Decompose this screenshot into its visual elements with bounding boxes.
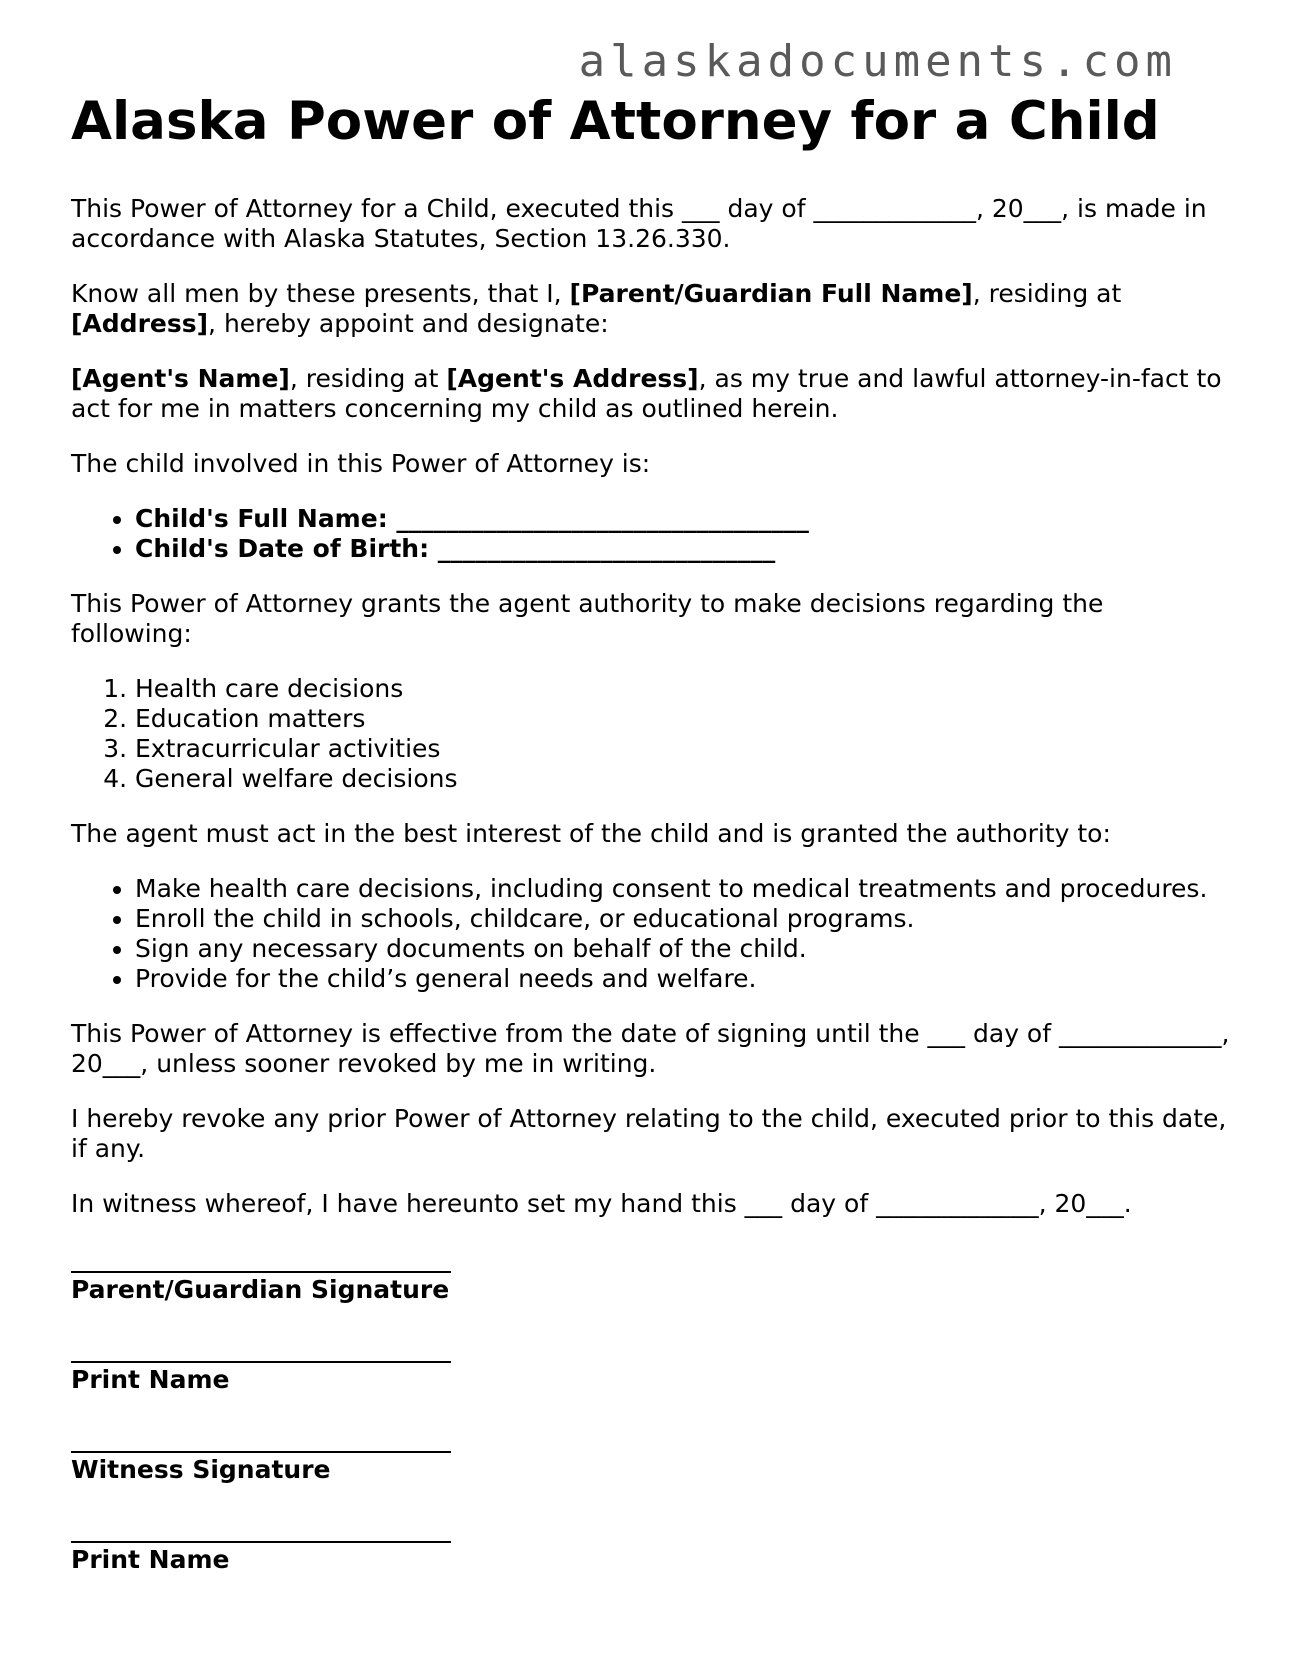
agent-paragraph <box>71 364 1231 424</box>
witness-clause: In witness whereof, I have hereunto set my hand this ___ day of _____________, 20___. <box>71 1189 1132 1218</box>
child-dob-field: • Child's Date of Birth: ___________________________ <box>135 534 1231 564</box>
decisions-list <box>71 674 1231 794</box>
witness-signature-label: Witness Signature <box>71 1455 331 1484</box>
revoke-paragraph: I hereby revoke any prior Power of Attorney relating to the child, executed prior to this date, if any. <box>71 1104 1227 1163</box>
agent-middle: , residing at <box>289 364 447 393</box>
parent-name-placeholder: [Parent/Guardian Full Name] <box>569 279 973 308</box>
signature-block <box>71 1271 1231 1575</box>
signature-line[interactable] <box>71 1541 451 1543</box>
authority-item: • Sign any necessary documents on behalf of the child. <box>135 934 1231 964</box>
watermark: alaskadocuments.com <box>578 36 1177 87</box>
decision-item: 1. Health care decisions <box>135 674 1231 704</box>
document-body <box>71 90 1231 1631</box>
appointment-lead: Know all men by these presents, that I, <box>71 279 570 308</box>
child-intro: The child involved in this Power of Attorney is: <box>71 449 651 478</box>
effective-paragraph: This Power of Attorney is effective from the date of signing until the ___ day of _____________, 20___, unless sooner revoked by me in writing. <box>71 1019 1230 1078</box>
document-title: Alaska Power of Attorney for a Child <box>71 91 1160 152</box>
authorities-list <box>71 874 1231 994</box>
address-placeholder: [Address] <box>71 309 209 338</box>
decision-item: 4. General welfare decisions <box>135 764 1231 794</box>
appointment-paragraph <box>71 279 1231 339</box>
grants-intro: This Power of Attorney grants the agent authority to make decisions regarding the following: <box>71 589 1104 648</box>
print-name-label: Print Name <box>71 1365 230 1394</box>
appointment-middle: , residing at <box>972 279 1122 308</box>
authority-intro: The agent must act in the best interest of the child and is granted the authority to: <box>71 819 1111 848</box>
authority-item: • Enroll the child in schools, childcare, or educational programs. <box>135 904 1231 934</box>
authority-item: • Make health care decisions, including consent to medical treatments and procedures. <box>135 874 1231 904</box>
agent-tail: , as my true and lawful attorney-in-fact to act for me in matters concerning my child as outlined herein. <box>71 364 1222 423</box>
print-name-label: Print Name <box>71 1545 230 1574</box>
child-name-field: • Child's Full Name: _________________________________ <box>135 504 1231 534</box>
child-fields-list <box>71 504 1231 564</box>
decision-item: 2. Education matters <box>135 704 1231 734</box>
signature-line[interactable] <box>71 1271 451 1273</box>
signature-line[interactable] <box>71 1361 451 1363</box>
decision-item: 3. Extracurricular activities <box>135 734 1231 764</box>
agent-name-placeholder: [Agent's Name] <box>71 364 290 393</box>
authority-item: • Provide for the child’s general needs and welfare. <box>135 964 1231 994</box>
parent-signature-label: Parent/Guardian Signature <box>71 1275 450 1304</box>
intro-paragraph: This Power of Attorney for a Child, executed this ___ day of _____________, 20___, is made in accordance with Alaska Statutes, Section 13.26.330. <box>71 194 1207 253</box>
appointment-tail: , hereby appoint and designate: <box>208 309 609 338</box>
agent-address-placeholder: [Agent's Address] <box>446 364 699 393</box>
signature-line[interactable] <box>71 1451 451 1453</box>
